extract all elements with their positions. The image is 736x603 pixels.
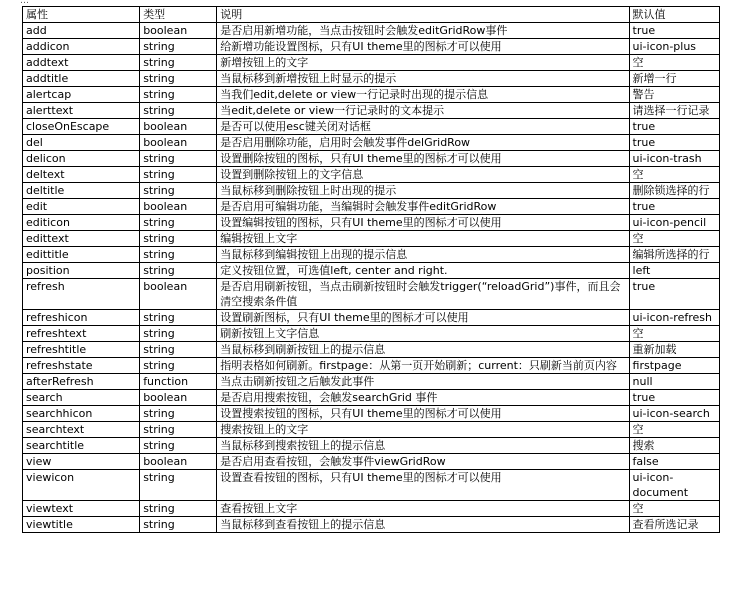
table-row	[23, 470, 720, 501]
cell-default: true	[629, 390, 719, 406]
cell-description: 当鼠标移到刷新按钮上的提示信息	[217, 342, 629, 358]
table-row	[23, 406, 720, 422]
cell-default: left	[629, 263, 719, 279]
cell-type: string	[140, 501, 217, 517]
cell-description: 指明表格如何刷新。firstpage：从第一页开始刷新；current：只刷新当前页内容	[217, 358, 629, 374]
header-default: 默认值	[629, 7, 719, 23]
cell-description: 是否启用可编辑功能，当编辑时会触发事件editGridRow	[217, 199, 629, 215]
cell-description: 是否启用查看按钮，会触发事件viewGridRow	[217, 454, 629, 470]
cell-default: 空	[629, 55, 719, 71]
cell-default: 重新加载	[629, 342, 719, 358]
cell-default: 空	[629, 501, 719, 517]
cell-default: 空	[629, 231, 719, 247]
cell-default: ui-icon-pencil	[629, 215, 719, 231]
cell-description: 查看按钮上文字	[217, 501, 629, 517]
table-row	[23, 310, 720, 326]
cell-type: string	[140, 310, 217, 326]
cell-property: deltext	[23, 167, 140, 183]
cell-default: 空	[629, 167, 719, 183]
table-row	[23, 183, 720, 199]
cell-property: addtitle	[23, 71, 140, 87]
cell-type: boolean	[140, 199, 217, 215]
table-row	[23, 135, 720, 151]
cell-description: 新增按钮上的文字	[217, 55, 629, 71]
cell-default: 查看所选记录	[629, 517, 719, 533]
cell-default: true	[629, 119, 719, 135]
table-row	[23, 39, 720, 55]
cell-default: true	[629, 23, 719, 39]
cell-type: function	[140, 374, 217, 390]
cell-default: 新增一行	[629, 71, 719, 87]
cell-type: string	[140, 358, 217, 374]
cell-description: 给新增功能设置图标，只有UI theme里的图标才可以使用	[217, 39, 629, 55]
table-row	[23, 326, 720, 342]
cell-description: 编辑按钮上文字	[217, 231, 629, 247]
cell-description: 搜索按钮上的文字	[217, 422, 629, 438]
table-row	[23, 517, 720, 533]
cell-type: string	[140, 87, 217, 103]
cell-type: string	[140, 103, 217, 119]
cell-description: 是否启用搜索按钮，会触发searchGrid 事件	[217, 390, 629, 406]
table-row	[23, 374, 720, 390]
table-row	[23, 342, 720, 358]
cell-default: 空	[629, 422, 719, 438]
cell-property: searchhicon	[23, 406, 140, 422]
cell-default: 警告	[629, 87, 719, 103]
table-row	[23, 151, 720, 167]
cell-description: 当鼠标移到新增按钮上时显示的提示	[217, 71, 629, 87]
cell-property: viewicon	[23, 470, 140, 501]
table-row	[23, 247, 720, 263]
cell-type: string	[140, 39, 217, 55]
table-row	[23, 390, 720, 406]
options-table	[22, 6, 720, 533]
cell-default: ui-icon-refresh	[629, 310, 719, 326]
cell-description: 当鼠标移到删除按钮上时出现的提示	[217, 183, 629, 199]
table-row	[23, 501, 720, 517]
cell-description: 当鼠标移到编辑按钮上出现的提示信息	[217, 247, 629, 263]
cell-property: position	[23, 263, 140, 279]
table-row	[23, 103, 720, 119]
cell-description: 定义按钮位置，可选值left, center and right.	[217, 263, 629, 279]
cell-property: edit	[23, 199, 140, 215]
cell-property: view	[23, 454, 140, 470]
cell-property: addtext	[23, 55, 140, 71]
cell-default: firstpage	[629, 358, 719, 374]
cell-type: string	[140, 231, 217, 247]
cell-description: 设置刷新图标，只有UI theme里的图标才可以使用	[217, 310, 629, 326]
cell-property: addicon	[23, 39, 140, 55]
cell-description: 设置搜索按钮的图标，只有UI theme里的图标才可以使用	[217, 406, 629, 422]
cell-description: 当鼠标移到查看按钮上的提示信息	[217, 517, 629, 533]
cell-description: 设置编辑按钮的图标，只有UI theme里的图标才可以使用	[217, 215, 629, 231]
cell-description: 是否启用删除功能，启用时会触发事件delGridRow	[217, 135, 629, 151]
cell-type: boolean	[140, 454, 217, 470]
table-row	[23, 23, 720, 39]
cell-property: alerttext	[23, 103, 140, 119]
cell-type: string	[140, 263, 217, 279]
table-row	[23, 454, 720, 470]
table-row	[23, 422, 720, 438]
cell-default: true	[629, 279, 719, 310]
cell-property: del	[23, 135, 140, 151]
cell-description: 是否启用刷新按钮，当点击刷新按钮时会触发trigger(“reloadGrid”)事件，而且会清空搜索条件值	[217, 279, 629, 310]
cell-description: 当edit,delete or view一行记录时的文本提示	[217, 103, 629, 119]
cell-default: ui-icon-trash	[629, 151, 719, 167]
header-type: 类型	[140, 7, 217, 23]
cell-property: refreshtext	[23, 326, 140, 342]
table-row	[23, 119, 720, 135]
cell-property: edittext	[23, 231, 140, 247]
cell-property: refresh	[23, 279, 140, 310]
cell-default: 编辑所选择的行	[629, 247, 719, 263]
table-row	[23, 167, 720, 183]
cell-default: true	[629, 199, 719, 215]
cell-type: string	[140, 247, 217, 263]
cell-type: string	[140, 215, 217, 231]
cell-property: viewtitle	[23, 517, 140, 533]
cell-property: edittitle	[23, 247, 140, 263]
cell-property: editicon	[23, 215, 140, 231]
table-row	[23, 279, 720, 310]
cell-type: string	[140, 470, 217, 501]
table-row	[23, 71, 720, 87]
cell-type: string	[140, 71, 217, 87]
cell-description: 当鼠标移到搜索按钮上的提示信息	[217, 438, 629, 454]
cell-type: string	[140, 406, 217, 422]
header-property: 属性	[23, 7, 140, 23]
cell-type: boolean	[140, 390, 217, 406]
table-row	[23, 215, 720, 231]
cell-property: refreshstate	[23, 358, 140, 374]
header-description: 说明	[217, 7, 629, 23]
cell-type: boolean	[140, 135, 217, 151]
cell-description: 是否启用新增功能，当点击按钮时会触发editGridRow事件	[217, 23, 629, 39]
cell-default: ui-icon-plus	[629, 39, 719, 55]
cell-description: 当点击刷新按钮之后触发此事件	[217, 374, 629, 390]
cell-type: string	[140, 167, 217, 183]
cell-type: boolean	[140, 119, 217, 135]
cell-default: 删除锁选择的行	[629, 183, 719, 199]
cell-type: string	[140, 342, 217, 358]
cell-property: refreshtitle	[23, 342, 140, 358]
cell-description: 设置删除按钮的图标，只有UI theme里的图标才可以使用	[217, 151, 629, 167]
cell-default: ui-icon-search	[629, 406, 719, 422]
cell-description: 设置到删除按钮上的文字信息	[217, 167, 629, 183]
cell-property: searchtext	[23, 422, 140, 438]
cell-type: string	[140, 326, 217, 342]
cell-default: 空	[629, 326, 719, 342]
cell-type: string	[140, 517, 217, 533]
table-row	[23, 55, 720, 71]
cell-description: 刷新按钮上文字信息	[217, 326, 629, 342]
cell-property: afterRefresh	[23, 374, 140, 390]
cell-default: false	[629, 454, 719, 470]
cell-type: boolean	[140, 23, 217, 39]
cell-type: string	[140, 151, 217, 167]
cell-type: boolean	[140, 279, 217, 310]
table-header	[23, 7, 720, 23]
table-row	[23, 263, 720, 279]
cell-type: string	[140, 55, 217, 71]
cell-default: true	[629, 135, 719, 151]
cell-description: 是否可以使用esc键关闭对话框	[217, 119, 629, 135]
cell-type: string	[140, 422, 217, 438]
cell-property: viewtext	[23, 501, 140, 517]
cell-property: closeOnEscape	[23, 119, 140, 135]
table-body	[23, 23, 720, 533]
cell-property: alertcap	[23, 87, 140, 103]
cell-default: ui-icon-document	[629, 470, 719, 501]
cell-default: 请选择一行记录	[629, 103, 719, 119]
cell-default: null	[629, 374, 719, 390]
cell-type: string	[140, 438, 217, 454]
cell-property: deltitle	[23, 183, 140, 199]
table-row	[23, 87, 720, 103]
table-row	[23, 231, 720, 247]
cell-default: 搜索	[629, 438, 719, 454]
table-row	[23, 358, 720, 374]
cell-property: refreshicon	[23, 310, 140, 326]
table-row	[23, 199, 720, 215]
cell-property: search	[23, 390, 140, 406]
cell-property: add	[23, 23, 140, 39]
cell-type: string	[140, 183, 217, 199]
table-row	[23, 438, 720, 454]
cell-property: searchtitle	[23, 438, 140, 454]
top-ellipsis: …	[20, 0, 30, 6]
cell-property: delicon	[23, 151, 140, 167]
cell-description: 设置查看按钮的图标，只有UI theme里的图标才可以使用	[217, 470, 629, 501]
table-header-row	[23, 7, 720, 23]
cell-description: 当我们edit,delete or view一行记录时出现的提示信息	[217, 87, 629, 103]
